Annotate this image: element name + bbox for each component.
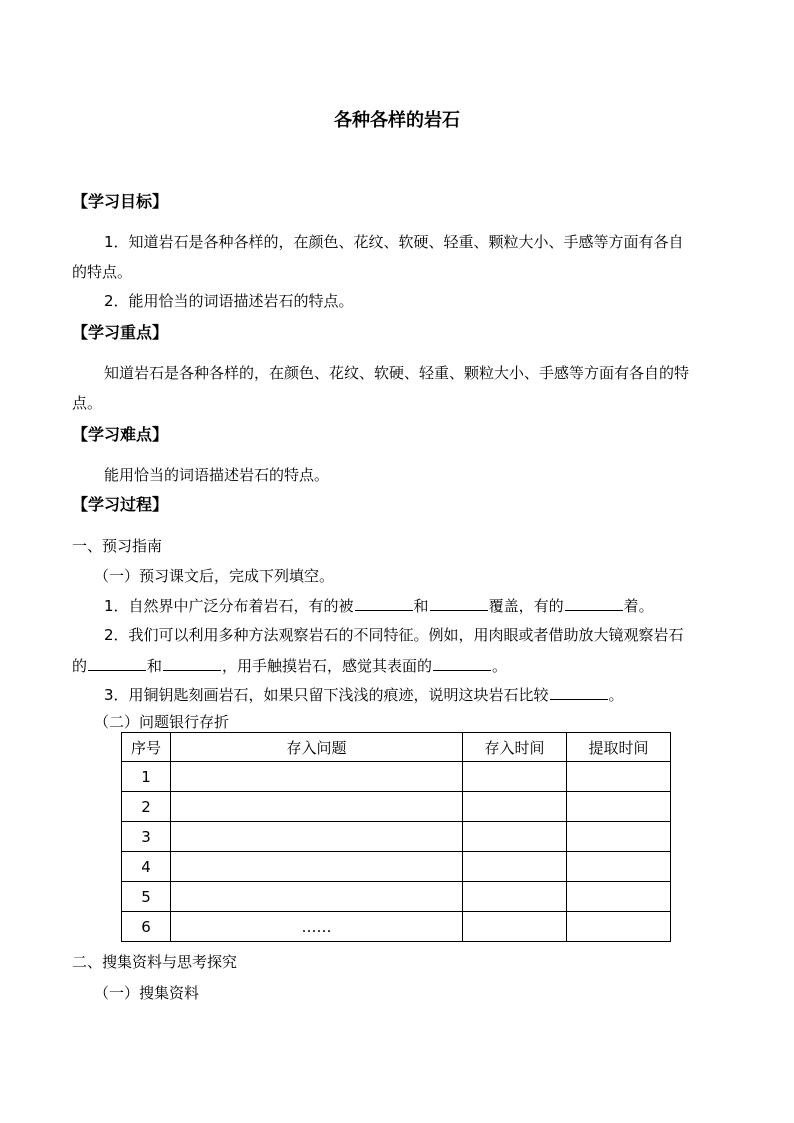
question-cell[interactable]: [171, 852, 463, 882]
objective-2: 2．能用恰当的词语描述岩石的特点。: [104, 292, 354, 310]
header-cell: 提取时间: [567, 733, 671, 762]
header-cell: 序号: [122, 733, 171, 762]
withdraw-time-cell[interactable]: [567, 852, 671, 882]
question-2-line-2: 的 和 ，用手触摸岩石，感觉其表面的 。: [72, 657, 508, 675]
deposit-time-cell[interactable]: [463, 762, 567, 792]
section-preview-guide: 一、预习指南: [72, 537, 163, 555]
process-heading: 【学习过程】: [72, 495, 169, 514]
withdraw-time-cell[interactable]: [567, 792, 671, 822]
table-row: [122, 912, 671, 942]
difficulties-line-1: 能用恰当的词语描述岩石的特点。: [104, 466, 330, 484]
key-points-line-2: 点。: [72, 394, 103, 412]
answer-blank[interactable]: [433, 655, 491, 671]
question-2-line-1: 2．我们可以利用多种方法观察岩石的不同特征。例如，用肉眼或者借助放大镜观察岩石: [104, 626, 684, 644]
answer-blank[interactable]: [355, 595, 413, 611]
row-number: 4: [122, 852, 171, 882]
deposit-time-cell[interactable]: [463, 792, 567, 822]
deposit-time-cell[interactable]: [463, 822, 567, 852]
table-header-row: [122, 733, 671, 762]
deposit-time-cell[interactable]: [463, 852, 567, 882]
answer-blank[interactable]: [430, 595, 488, 611]
header-cell: 存入问题: [171, 733, 463, 762]
question-bank-table: [121, 732, 671, 942]
objective-1-line-1: 1．知道岩石是各种各样的，在颜色、花纹、软硬、轻重、颗粒大小、手感等方面有各自: [104, 233, 684, 251]
row-number: 2: [122, 792, 171, 822]
deposit-time-cell[interactable]: [463, 912, 567, 942]
question-cell[interactable]: ……: [171, 912, 463, 942]
question-cell[interactable]: [171, 792, 463, 822]
difficulties-heading: 【学习难点】: [72, 425, 169, 444]
subsection-question-bank: （二）问题银行存折: [94, 713, 230, 731]
subsection-collect-materials: （一）搜集资料: [94, 984, 200, 1002]
objectives-heading: 【学习目标】: [72, 192, 169, 211]
header-cell: 存入时间: [463, 733, 567, 762]
row-number: 1: [122, 762, 171, 792]
deposit-time-cell[interactable]: [463, 882, 567, 912]
answer-blank[interactable]: [565, 595, 623, 611]
question-cell[interactable]: [171, 762, 463, 792]
answer-blank[interactable]: [163, 655, 221, 671]
answer-blank[interactable]: [550, 684, 608, 700]
row-number: 5: [122, 882, 171, 912]
key-points-line-1: 知道岩石是各种各样的，在颜色、花纹、软硬、轻重、颗粒大小、手感等方面有各自的特: [104, 364, 690, 382]
withdraw-time-cell[interactable]: [567, 762, 671, 792]
table-row: [122, 762, 671, 792]
question-1: 1．自然界中广泛分布着岩石，有的被 和 覆盖，有的 着。: [104, 597, 654, 615]
answer-blank[interactable]: [88, 655, 146, 671]
withdraw-time-cell[interactable]: [567, 822, 671, 852]
objective-1-line-2: 的特点。: [72, 263, 133, 281]
row-number: 3: [122, 822, 171, 852]
table-row: [122, 852, 671, 882]
table-row: [122, 822, 671, 852]
page-title: 各种各样的岩石: [334, 110, 460, 131]
row-number: 6: [122, 912, 171, 942]
table-row: [122, 882, 671, 912]
question-3: 3．用铜钥匙刻画岩石，如果只留下浅浅的痕迹，说明这块岩石比较 。: [104, 686, 624, 704]
withdraw-time-cell[interactable]: [567, 912, 671, 942]
section-research: 二、搜集资料与思考探究: [72, 953, 238, 971]
key-points-heading: 【学习重点】: [72, 323, 169, 342]
question-cell[interactable]: [171, 882, 463, 912]
question-cell[interactable]: [171, 822, 463, 852]
withdraw-time-cell[interactable]: [567, 882, 671, 912]
table-row: [122, 792, 671, 822]
subsection-fill-blanks: （一）预习课文后，完成下列填空。: [94, 567, 335, 585]
